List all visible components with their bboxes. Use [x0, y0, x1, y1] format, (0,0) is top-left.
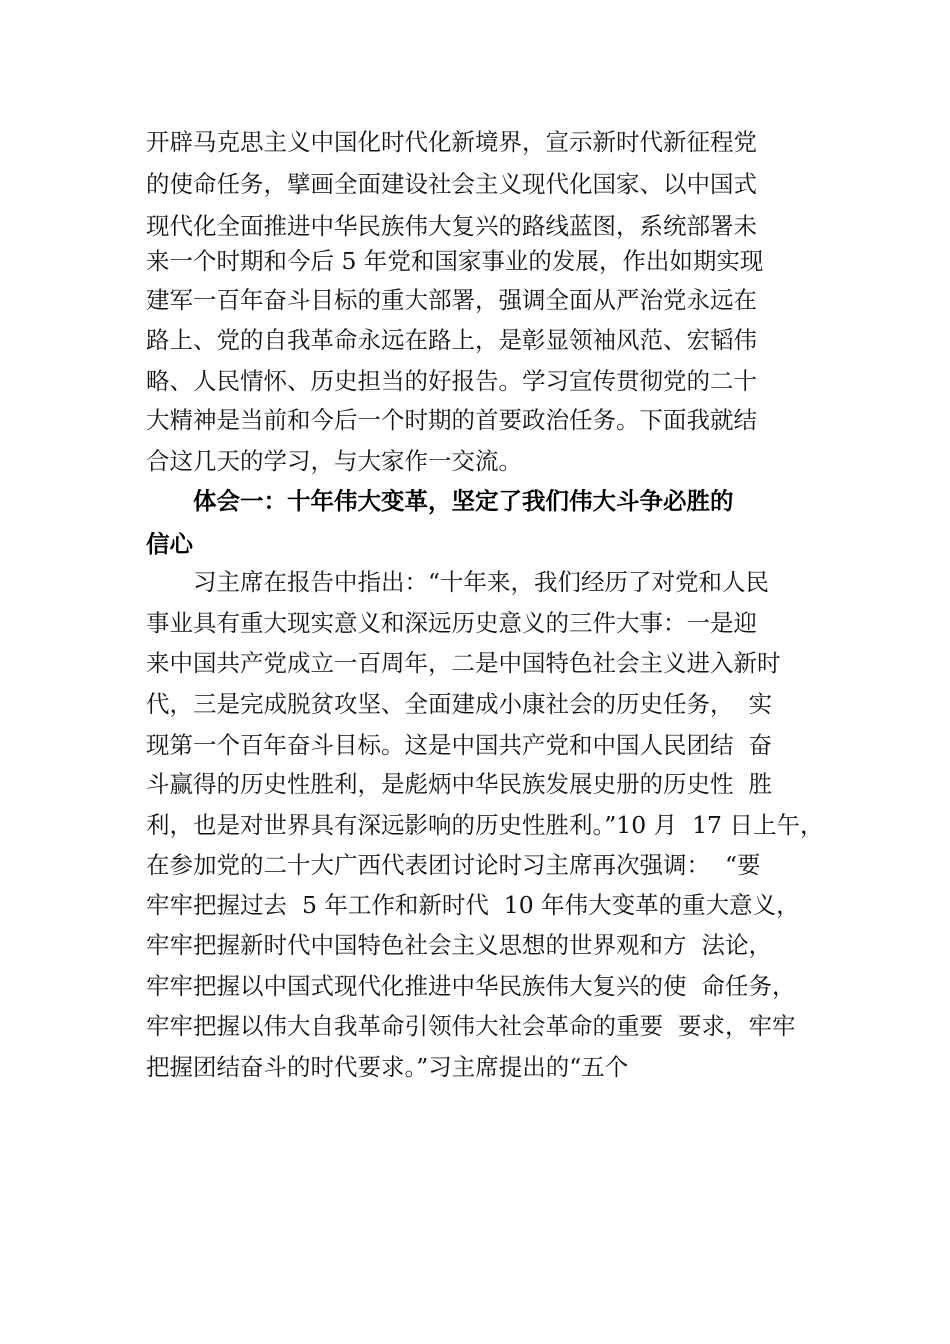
paragraph-1-line-7: 略、人民情怀、历史担当的好报告。学习宣传贯彻党的二十: [146, 367, 757, 395]
paragraph-1-line-6: 路上、党的自我革命永远在路上，是彰显领袖风范、宏韬伟: [146, 326, 757, 354]
paragraph-1-line-8: 大精神是当前和今后一个时期的首要政治任务。下面我就结: [146, 406, 757, 434]
paragraph-1-line-9: 合这几天的学习，与大家作一交流。: [146, 447, 522, 475]
paragraph-1-line-5: 建军一百年奋斗目标的重大部署，强调全面从严治党永远在: [146, 286, 757, 314]
paragraph-2-line-11: 牢牢把握以中国式现代化推进中华民族伟大复兴的使 命任务，: [146, 972, 796, 1000]
heading-1-line-2: 信心: [146, 530, 193, 558]
paragraph-2-line-12: 牢牢把握以伟大自我革命引领伟大社会革命的重要 要求，牢牢: [146, 1012, 796, 1040]
paragraph-1-line-2: 的使命任务，擘画全面建设社会主义现代化国家、以中国式: [146, 170, 757, 198]
paragraph-2-line-5: 现第一个百年奋斗目标。这是中国共产党和中国人民团结 奋: [146, 731, 772, 759]
paragraph-2-line-7: 利，也是对世界具有深远影响的历史性胜利。”10 月 17 日上午，: [146, 811, 824, 839]
paragraph-2-line-9: 牢牢把握过去 5 年工作和新时代 10 年伟大变革的重大意义，: [146, 891, 800, 919]
paragraph-2-line-1: 习主席在报告中指出：“十年来，我们经历了对党和人民: [193, 568, 770, 596]
paragraph-2-line-8: 在参加党的二十大广西代表团讨论时习主席再次强调： “要: [146, 851, 761, 879]
paragraph-2-line-2: 事业具有重大现实意义和深远历史意义的三件大事：一是迎: [146, 609, 757, 637]
paragraph-2-line-13: 把握团结奋斗的时代要求。”习主席提出的“五个: [146, 1053, 629, 1081]
paragraph-2-line-6: 斗赢得的历史性胜利，是彪炳中华民族发展史册的历史性 胜: [146, 770, 772, 798]
paragraph-2-line-10: 牢牢把握新时代中国特色社会主义思想的世界观和方 法论，: [146, 931, 772, 959]
paragraph-2-line-3: 来中国共产党成立一百周年，二是中国特色社会主义进入新时: [146, 649, 781, 677]
heading-1-line-1: 体会一：十年伟大变革，坚定了我们伟大斗争必胜的: [193, 487, 734, 515]
paragraph-1-line-4: 来一个时期和今后 5 年党和国家事业的发展，作出如期实现: [146, 247, 764, 275]
paragraph-1-line-1: 开辟马克思主义中国化时代化新境界，宣示新时代新征程党: [146, 128, 757, 156]
paragraph-1-line-3: 现代化全面推进中华民族伟大复兴的路线蓝图，系统部署未: [146, 212, 757, 240]
paragraph-2-line-4: 代，三是完成脱贫攻坚、全面建成小康社会的历史任务， 实: [146, 690, 772, 718]
